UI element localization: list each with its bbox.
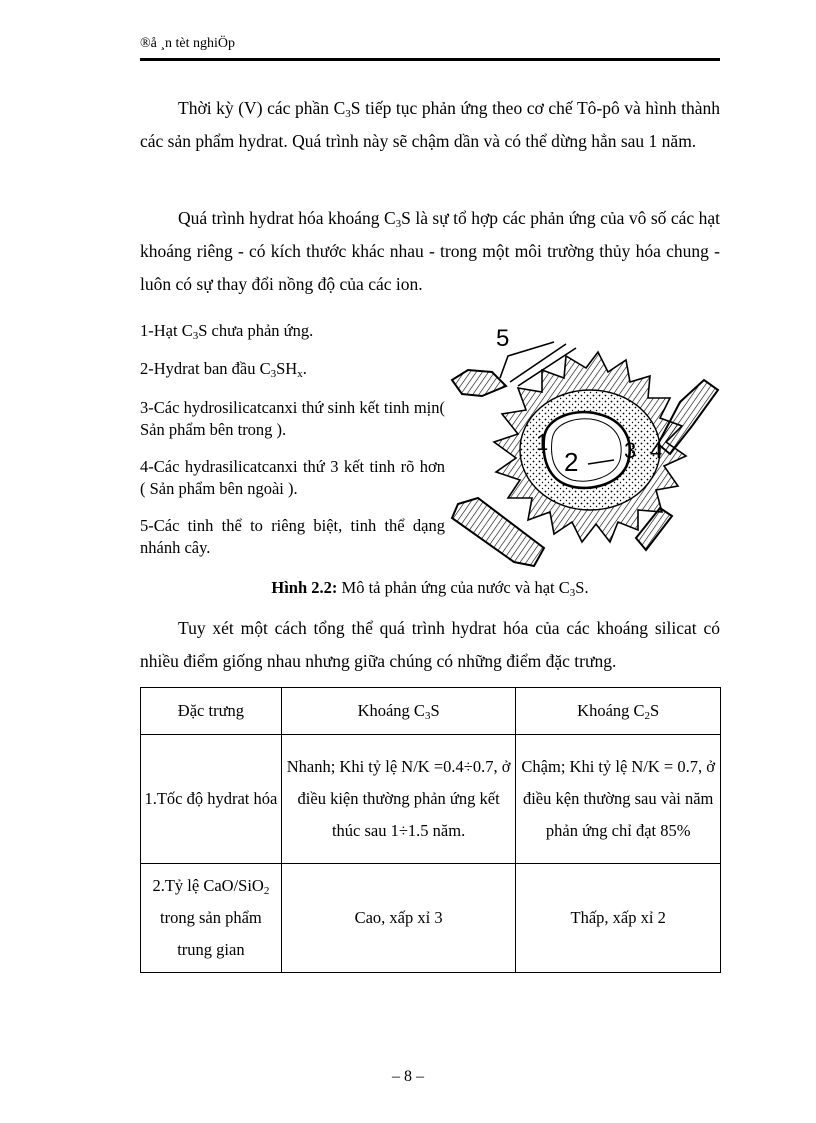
legend-item-4: 4-Các hydrasilicatcanxi thứ 3 kết tinh rõ hơn ( Sản phẩm bên ngoài ). xyxy=(140,457,445,498)
page-number: – 8 – xyxy=(392,1068,424,1085)
c3s-particle-diagram xyxy=(448,316,720,574)
legend-item-3: 3-Các hydrosilicatcanxi thứ sinh kết tinh mịn( Sản phẩm bên trong ). xyxy=(140,398,445,439)
figure-label-4: 4 xyxy=(650,438,663,463)
crystal-top-left xyxy=(452,370,506,396)
header-cell-c2s: Khoáng $C_2S$ xyxy=(516,688,721,735)
figure-label-2: 2 xyxy=(564,447,579,477)
row2-c3s: Cao, xấp xỉ 3 xyxy=(281,864,516,973)
row1-c2s: Chậm; Khi tỷ lệ N/K = 0.7, ở điều kện thường sau vài năm phản ứng chỉ đạt 85% xyxy=(516,735,721,864)
legend-item-5: 5-Các tinh thể to riêng biệt, tinh thể dạng nhánh cây. xyxy=(140,516,445,557)
legend-item-2: 2-Hydrat ban đầu $C_3SH_x$. xyxy=(140,359,307,380)
header-rule xyxy=(140,58,720,61)
row1-characteristic: 1.Tốc độ hydrat hóa xyxy=(141,735,282,864)
row2-c2s: Thấp, xấp xỉ 2 xyxy=(516,864,721,973)
table-row xyxy=(141,735,721,864)
paragraph-silicate-comparison: Tuy xét một cách tổng thể quá trình hydrat hóa của các khoáng silicat có nhiều điểm giống nhau nhưng giữa chúng có những điểm đặc trưng. xyxy=(140,618,720,671)
paragraph-hydration-process: Quá trình hydrat hóa khoáng $C_3S$ là sự tổ hợp các phản ứng của vô số các hạt khoáng riêng - có kích thước khác nhau - trong một môi trường thủy hóa chung - luôn có sự thay đổi nồng độ của các ion. xyxy=(140,208,720,294)
table-row xyxy=(141,864,721,973)
crystal-bottom-right xyxy=(636,508,672,550)
comparison-table xyxy=(140,687,721,973)
row2-characteristic: 2.Tỷ lệ CaO/SiO$_2$ trong sản phẩm trung gian xyxy=(141,864,282,973)
running-header: ®å ¸n tèt nghiÖp xyxy=(140,36,236,51)
table-header-row xyxy=(141,688,721,735)
header-cell-c3s: Khoáng $C_3S$ xyxy=(281,688,516,735)
row1-c3s: Nhanh; Khi tỷ lệ N/K =0.4÷0.7, ở điều kiện thường phản ứng kết thúc sau 1÷1.5 năm. xyxy=(281,735,516,864)
crystal-right xyxy=(658,380,718,454)
figure-label-5: 5 xyxy=(496,325,510,352)
legend-item-1: 1-Hạt $C_3S$ chưa phản ứng. xyxy=(140,321,314,342)
figure-label-3: 3 xyxy=(624,438,637,463)
header-cell-characteristic: Đặc trưng xyxy=(141,688,282,735)
figure-label-1: 1 xyxy=(536,430,549,455)
figure-caption: Hình 2.2: Mô tả phản ứng của nước và hạt $C_3S$. xyxy=(271,578,589,599)
unreacted-core xyxy=(544,412,630,488)
paragraph-period-v: Thời kỳ (V) các phần $C_3S$ tiếp tục phản ứng theo cơ chế Tô-pô và hình thành các sản phẩm hydrat. Quá trình này sẽ chậm dần và có thể dừng hẳn sau 1 năm. xyxy=(140,98,720,151)
